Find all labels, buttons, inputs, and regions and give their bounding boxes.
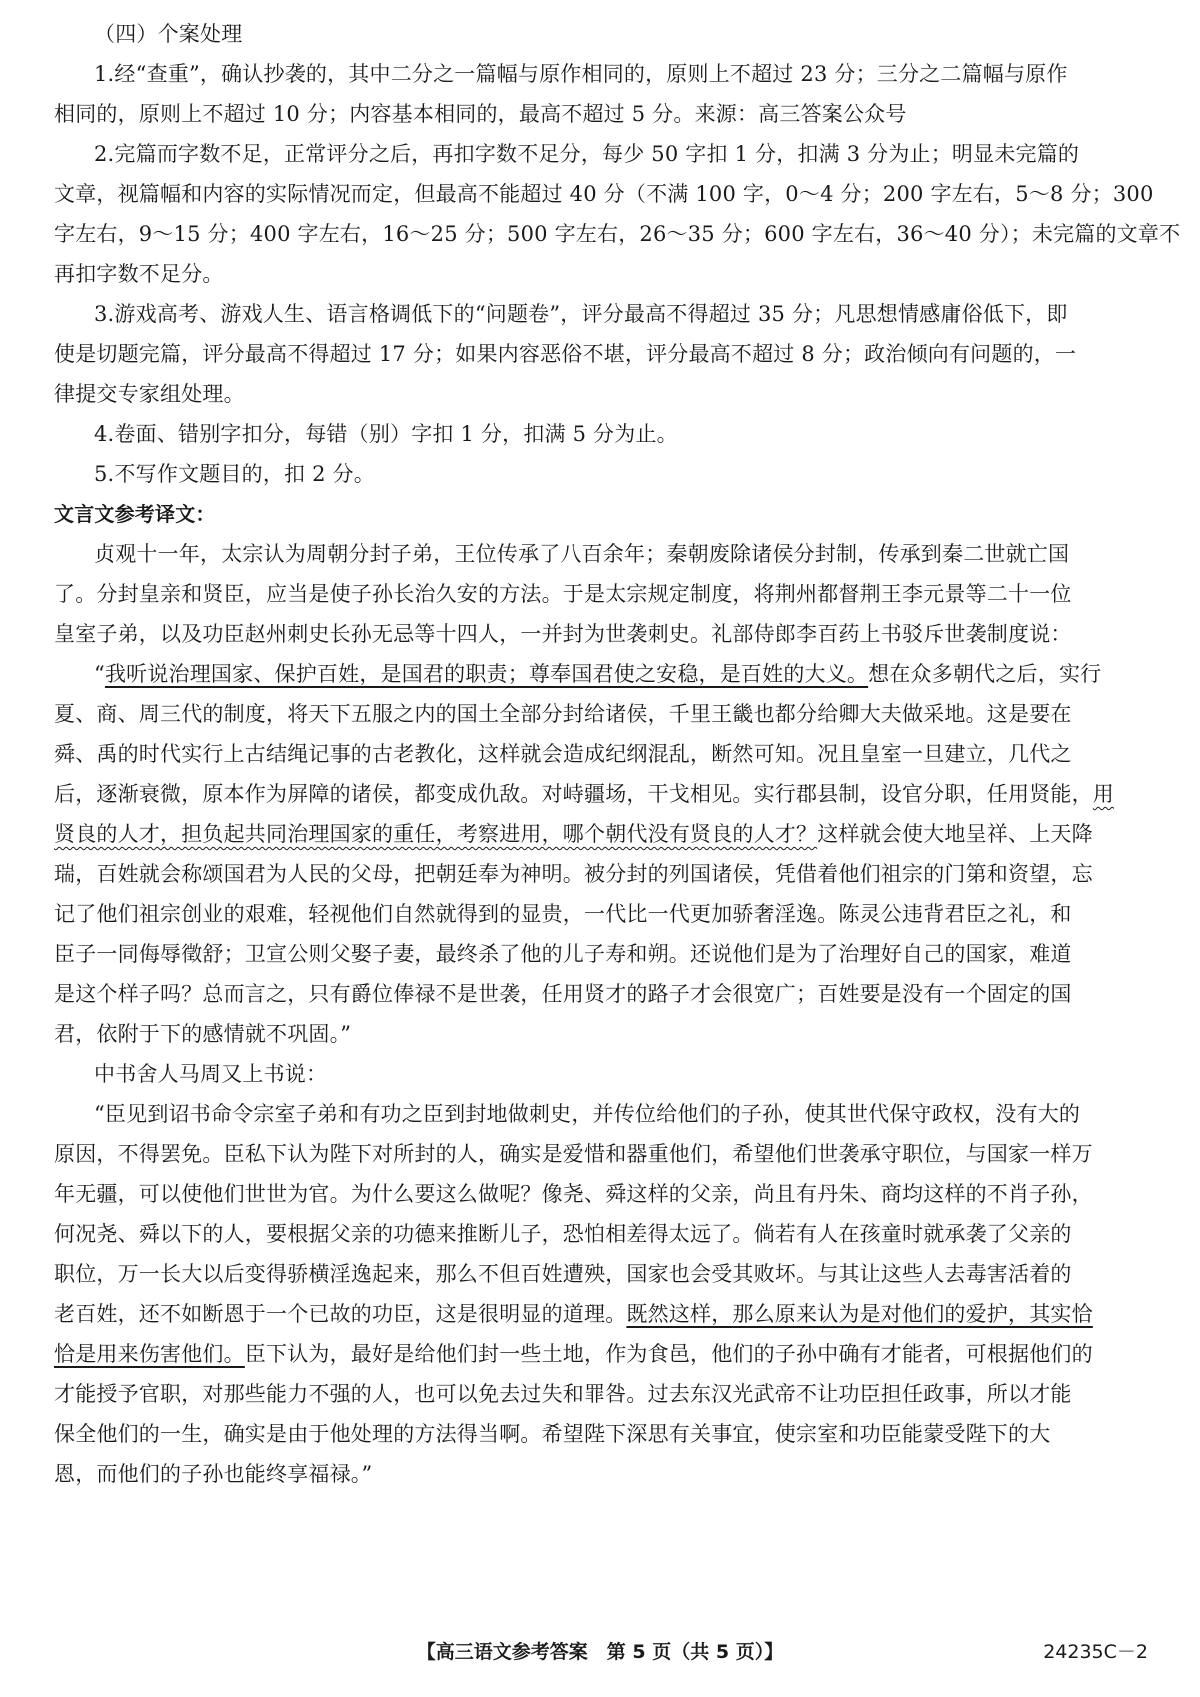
footer-paper-code: 24235C－2 bbox=[1043, 1641, 1148, 1663]
p4-line3: 年无疆，可以使他们世世为官。为什么要这么做呢？像尧、舜这样的父亲，尚且有丹朱、商均这样的不肖子孙， bbox=[54, 1182, 1093, 1206]
rule4: 4.卷面、错别字扣分，每错（别）字扣 1 分，扣满 5 分为止。 bbox=[94, 422, 678, 446]
p3-line: 中书舍人马周又上书说： bbox=[94, 1062, 328, 1086]
rule1-line2: 相同的，原则上不超过 10 分；内容基本相同的，最高不超过 5 分。来源：高三答案公众号 bbox=[54, 102, 907, 126]
document-body bbox=[54, 14, 1181, 1494]
p2-underlined-sentence: 我听说治理国家、保护百姓，是国君的职责；尊奉国君使之安稳，是百姓的大义。 bbox=[104, 662, 869, 686]
rule3-line3: 律提交专家组处理。 bbox=[54, 382, 245, 406]
rule3-line2: 使是切题完篇，评分最高不得超过 17 分；如果内容恶俗不堪，评分最高不超过 8 分；政治倾向有问题的，一 bbox=[54, 342, 1077, 366]
p4-underlined-end: 恰是用来伤害他们。 bbox=[54, 1342, 245, 1366]
footer-page-label: 【高三语文参考答案 第 5 页（共 5 页）】 bbox=[416, 1641, 784, 1663]
p2-line9: 是这个样子吗？总而言之，只有爵位俸禄不是世袭，任用贤才的路子才会很宽广；百姓要是没有一个固定的国 bbox=[54, 982, 1072, 1006]
p2-line1-rest: 想在众多朝代之后，实行 bbox=[868, 662, 1102, 686]
p4-line6-text: 老百姓，还不如断恩于一个已故的功臣，这是很明显的道理。 bbox=[54, 1302, 627, 1326]
p2-line3: 舜、禹的时代实行上古结绳记事的古老教化，这样就会造成纪纲混乱，断然可知。况且皇室一旦建立，几代之 bbox=[54, 742, 1072, 766]
p4-line9: 保全他们的一生，确实是由于他处理的方法得当啊。希望陛下深思有关事宜，使宗室和功臣能蒙受陛下的大 bbox=[54, 1422, 1051, 1446]
rule3-line1: 3.游戏高考、游戏人生、语言格调低下的“问题卷”，评分最高不得超过 35 分；凡思想情感庸俗低下，即 bbox=[94, 302, 1068, 326]
rule5: 5.不写作文题目的，扣 2 分。 bbox=[94, 462, 375, 486]
p4-line8: 才能授予官职，对那些能力不强的人，也可以免去过失和罪咎。过去东汉光武帝不让功臣担任政事，所以才能 bbox=[54, 1382, 1072, 1406]
p2-line6: 瑞，百姓就会称颂国君为人民的父母，把朝廷奉为神明。被分封的列国诸侯，凭借着他们祖宗的门第和资望，忘 bbox=[54, 862, 1093, 886]
p2-line2: 夏、商、周三代的制度，将天下五服之内的国土全部分封给诸侯，千里王畿也都分给卿大夫做采地。这是要在 bbox=[54, 702, 1072, 726]
p4-line2: 原因，不得罢免。臣私下认为陛下对所封的人，确实是爱惜和器重他们，希望他们世袭承守职位，与国家一样万 bbox=[54, 1142, 1093, 1166]
p1-line2: 了。分封皇亲和贤臣，应当是使子孙长治久安的方法。于是太宗规定制度，将荆州都督荆王李元景等二十一位 bbox=[54, 582, 1072, 606]
p2-line1 bbox=[94, 654, 1154, 694]
p4-line6 bbox=[54, 1294, 1154, 1334]
rule2-line4: 再扣字数不足分。 bbox=[54, 262, 224, 286]
p4-line1: “臣见到诏书命令宗室子弟和有功之臣到封地做刺史，并传位给他们的子孙，使其世代保守政权，没有大的 bbox=[94, 1102, 1081, 1126]
p2-wavy-start: 用 bbox=[1092, 782, 1114, 806]
p4-line4: 何况尧、舜以下的人，要根据父亲的功德来推断儿子，恐怕相差得太远了。倘若有人在孩童时就承袭了父亲的 bbox=[54, 1222, 1072, 1246]
p2-line5 bbox=[54, 814, 1154, 854]
p4-line5: 职位，万一长大以后变得骄横淫逸起来，那么不但百姓遭殃，国家也会受其败坏。与其让这些人去毒害活着的 bbox=[54, 1262, 1072, 1286]
p2-line8: 臣子一同侮辱徵舒；卫宣公则父娶子妻，最终杀了他的儿子寿和朔。还说他们是为了治理好自己的国家，难道 bbox=[54, 942, 1072, 966]
p1-line3: 皇室子弟，以及功臣赵州刺史长孙无忌等十四人，一并封为世袭刺史。礼部侍郎李百药上书驳斥世袭制度说： bbox=[54, 622, 1072, 646]
p2-line5-rest: 这样就会使大地呈祥、上天降 bbox=[817, 822, 1093, 846]
rule2-line1: 2.完篇而字数不足，正常评分之后，再扣字数不足分，每少 50 字扣 1 分，扣满 3 分为止；明显未完篇的 bbox=[94, 142, 1080, 166]
rule2-line2: 文章，视篇幅和内容的实际情况而定，但最高不能超过 40 分（不满 100 字，0～4 分；200 字左右，5～8 分；300 bbox=[54, 182, 1154, 206]
p4-line10: 恩，而他们的子孙也能终享福禄。” bbox=[54, 1462, 373, 1486]
p2-wavy-sentence: 贤良的人才，担负起共同治理国家的重任，考察进用，哪个朝代没有贤良的人才？ bbox=[54, 822, 818, 846]
p2-line4 bbox=[54, 774, 1154, 814]
p4-line7 bbox=[54, 1334, 1154, 1374]
page-footer bbox=[0, 1632, 1200, 1672]
rule2-line3: 字左右，9～15 分；400 字左右，16～25 分；500 字左右，26～35 分；600 字左右，36～40 分）；未完篇的文章不 bbox=[54, 222, 1181, 246]
translation-title: 文言文参考译文： bbox=[54, 502, 216, 526]
p2-quote-open: “ bbox=[94, 662, 105, 686]
p4-line7-rest: 臣下认为，最好是给他们封一些土地，作为食邑，他们的子孙中确有才能者，可根据他们的 bbox=[244, 1342, 1093, 1366]
p2-line10: 君，依附于下的感情就不巩固。” bbox=[54, 1022, 352, 1046]
p1-line1: 贞观十一年，太宗认为周朝分封子弟，王位传承了八百余年；秦朝废除诸侯分封制，传承到秦二世就亡国 bbox=[94, 542, 1070, 566]
p2-line4-text: 后，逐渐衰微，原本作为屏障的诸侯，都变成仇敌。对峙疆场，干戈相见。实行郡县制，设官分职，任用贤能， bbox=[54, 782, 1093, 806]
rule1-line1: 1.经“查重”，确认抄袭的，其中二分之一篇幅与原作相同的，原则上不超过 23 分；三分之二篇幅与原作 bbox=[94, 62, 1068, 86]
section-heading: （四）个案处理 bbox=[94, 22, 243, 46]
p2-line7: 记了他们祖宗创业的艰难，轻视他们自然就得到的显贵，一代比一代更加骄奢淫逸。陈灵公违背君臣之礼，和 bbox=[54, 902, 1072, 926]
p4-underlined-start: 既然这样，那么原来认为是对他们的爱护，其实恰 bbox=[626, 1302, 1093, 1326]
